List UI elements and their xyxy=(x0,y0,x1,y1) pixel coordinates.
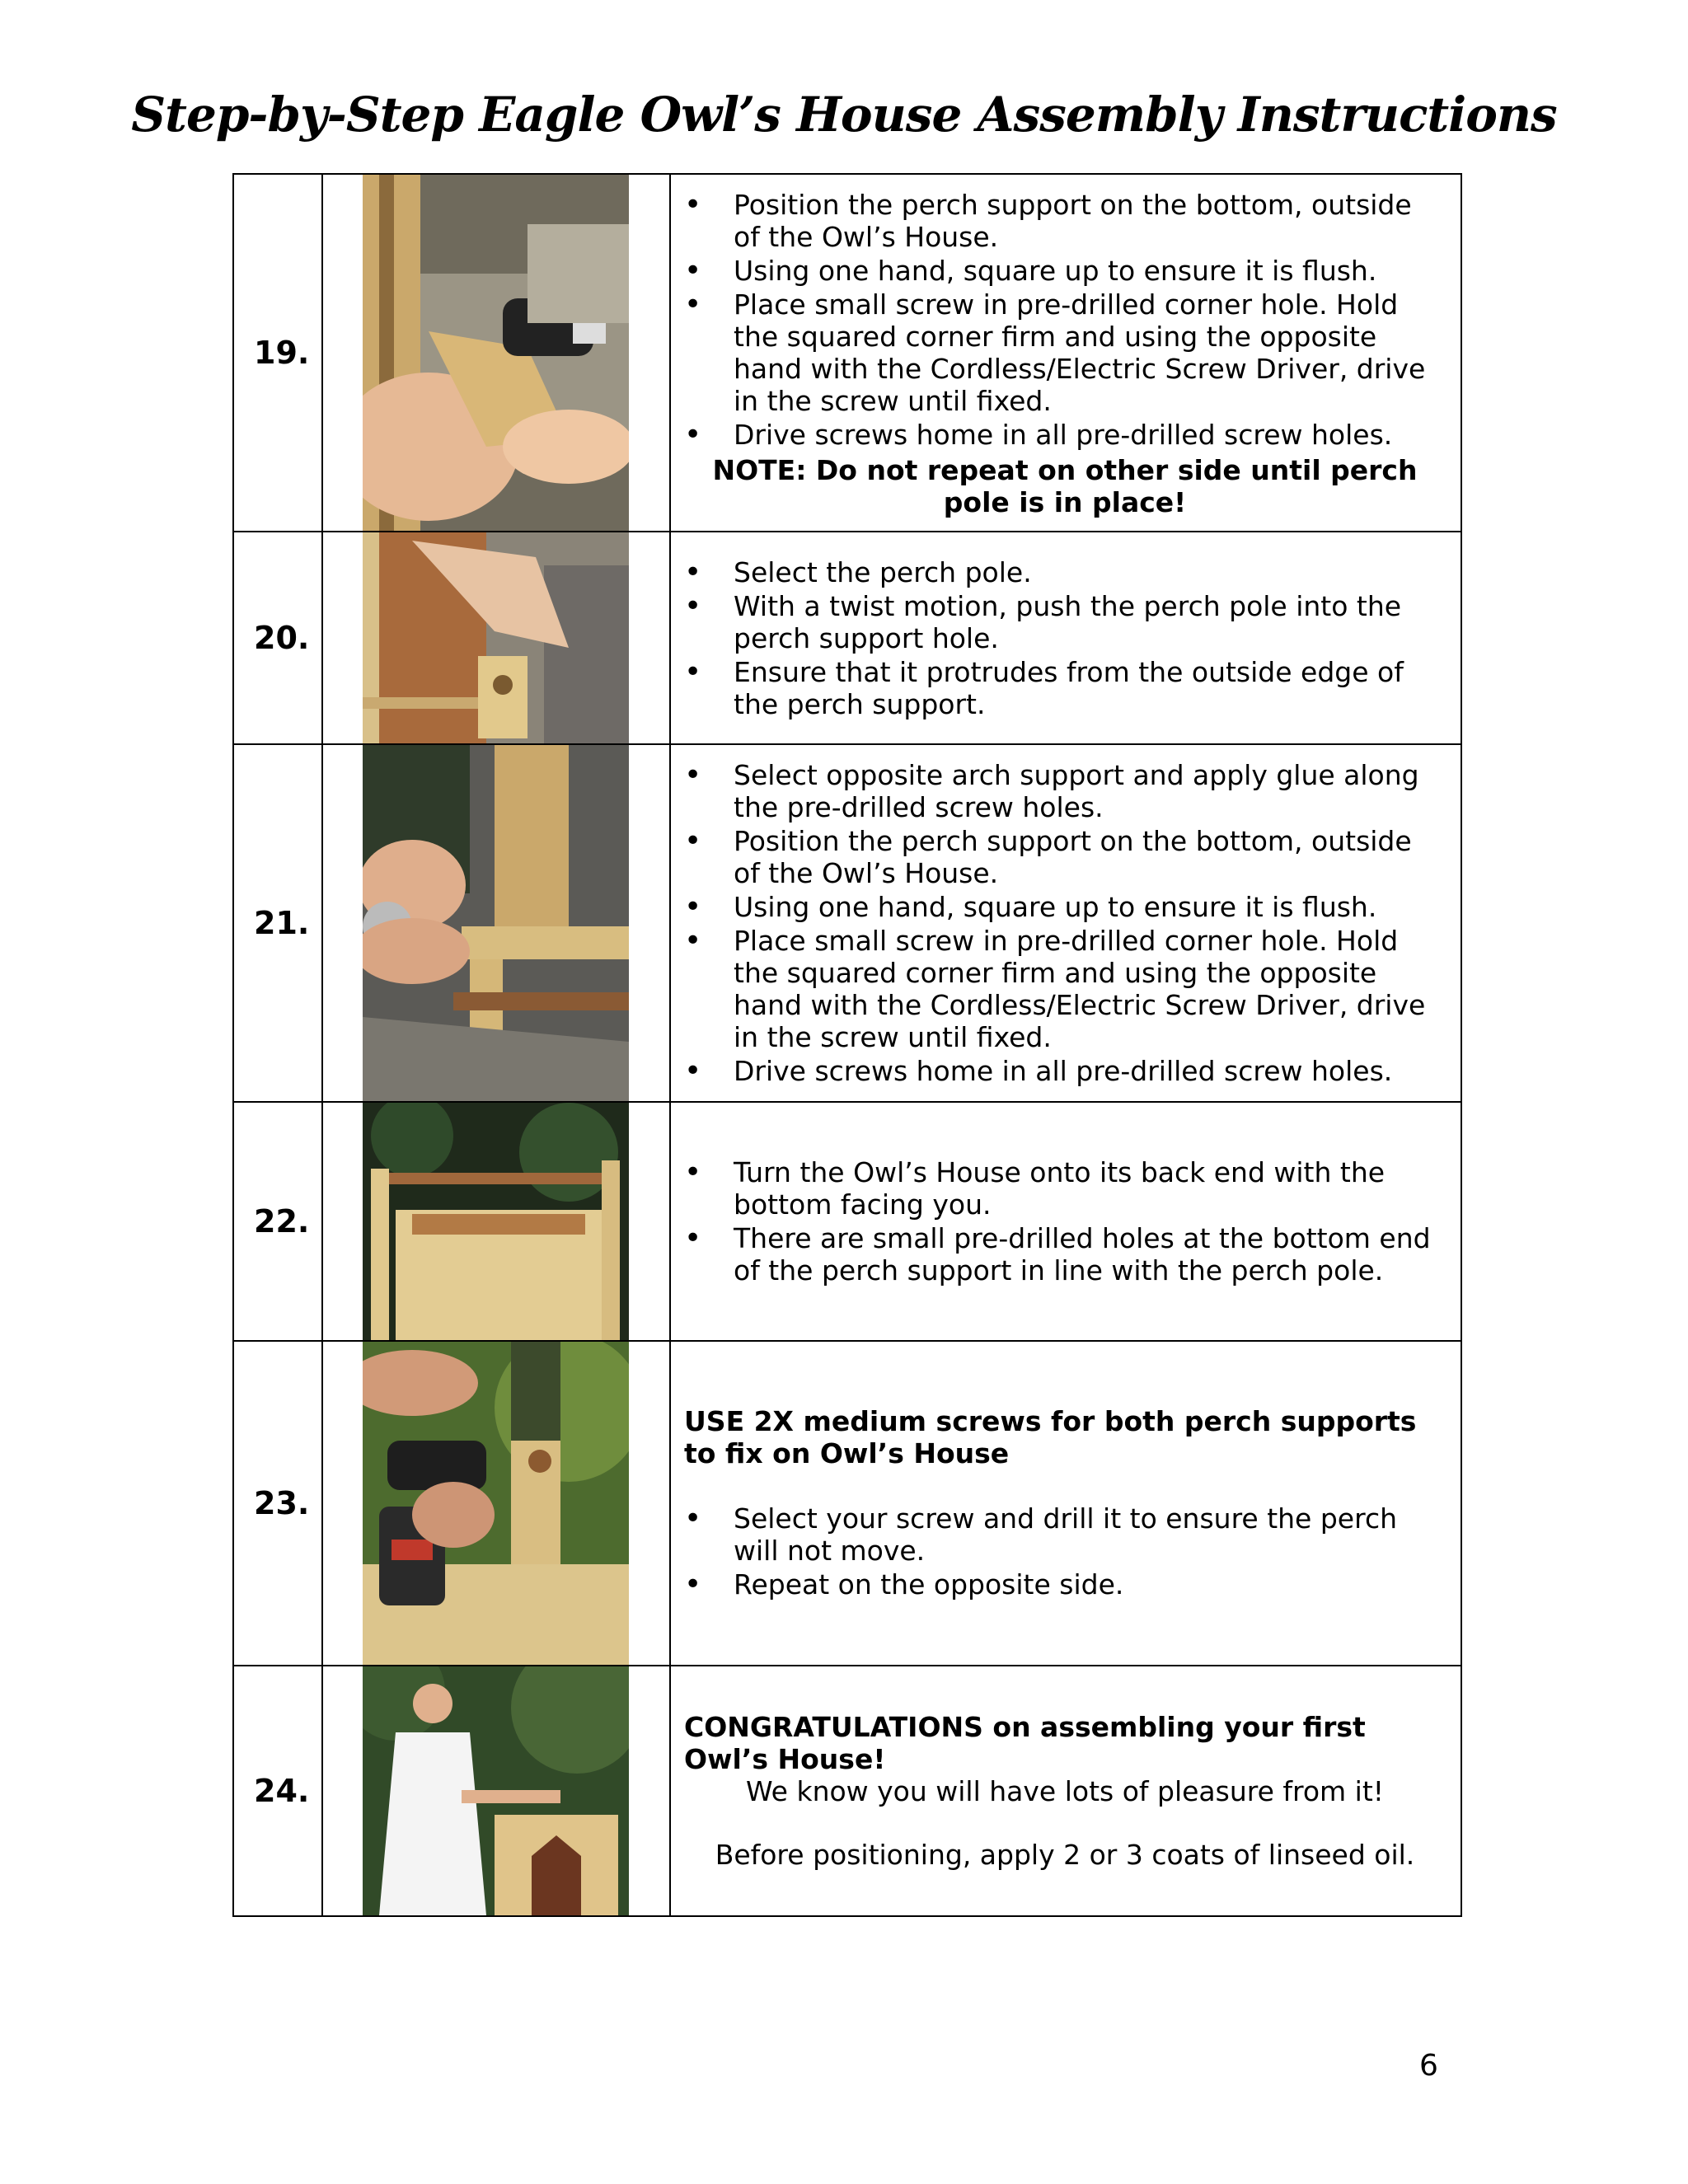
step-23-bullets xyxy=(684,1502,1446,1601)
list-item: • Select opposite arch support and apply glue along the pre-drilled screw holes. xyxy=(684,759,1446,823)
step-22-bullets xyxy=(684,1156,1446,1286)
step-24-pleasure: We know you will have lots of pleasure from it! xyxy=(745,1775,1385,1807)
step-24-oil: Before positioning, apply 2 or 3 coats of linseed oil. xyxy=(715,1839,1415,1871)
step-20-bullets xyxy=(684,556,1446,720)
step-23-heading-line-1: USE 2X medium screws for both perch supports xyxy=(684,1404,1417,1437)
list-item: • There are small pre-drilled holes at the bottom end of the perch support in line with the perch pole. xyxy=(684,1222,1446,1286)
step-19-note: NOTE: Do not repeat on other side until perch pole is in place! xyxy=(712,454,1418,518)
step-number: 22. xyxy=(233,1102,322,1341)
step-20-photo xyxy=(363,532,629,743)
page-number: 6 xyxy=(1419,2049,1438,2083)
list-item: • Repeat on the opposite side. xyxy=(684,1568,1446,1601)
list-item: • Select your screw and drill it to ensure the perch will not move. xyxy=(684,1502,1446,1567)
step-number: 19. xyxy=(233,174,322,532)
list-item: • Drive screws home in all pre-drilled screw holes. xyxy=(684,1055,1446,1087)
list-item: • With a twist motion, push the perch pole into the perch support hole. xyxy=(684,590,1446,654)
list-item: • Ensure that it protrudes from the outside edge of the perch support. xyxy=(684,656,1446,720)
instructions-table xyxy=(232,173,1462,1917)
step-row-22 xyxy=(233,1102,1461,1341)
list-item: • Position the perch support on the bottom, outside of the Owl’s House. xyxy=(684,825,1446,889)
step-row-24 xyxy=(233,1666,1461,1916)
list-item: • Place small screw in pre-drilled corner hole. Hold the squared corner firm and using the opposite hand with the Cordless/Electric Screw Driver, drive in the screw until fixed. xyxy=(684,925,1446,1053)
page-title: Step-by-Step Eagle Owl’s House Assembly Instructions xyxy=(131,87,1557,143)
step-19-photo xyxy=(363,175,629,531)
step-23-photo xyxy=(363,1342,629,1665)
step-22-photo xyxy=(363,1103,629,1340)
list-item: • Using one hand, square up to ensure it is flush. xyxy=(684,891,1446,923)
list-item: • Select the perch pole. xyxy=(684,556,1446,588)
step-row-23 xyxy=(233,1341,1461,1666)
step-row-19 xyxy=(233,174,1461,532)
step-row-21 xyxy=(233,744,1461,1102)
step-number: 21. xyxy=(233,744,322,1102)
step-row-20 xyxy=(233,532,1461,744)
step-number: 23. xyxy=(233,1341,322,1666)
list-item: • Place small screw in pre-drilled corner hole. Hold the squared corner firm and using the opposite hand with the Cordless/Electric Screw Driver, drive in the screw until fixed. xyxy=(684,288,1446,417)
step-number: 20. xyxy=(233,532,322,744)
step-24-congratulations: CONGRATULATIONS on assembling your first Owl’s House! xyxy=(684,1711,1366,1775)
step-number: 24. xyxy=(233,1666,322,1916)
step-19-bullets xyxy=(684,189,1446,451)
step-21-bullets xyxy=(684,759,1446,1087)
step-21-photo xyxy=(363,745,629,1101)
list-item: • Drive screws home in all pre-drilled screw holes. xyxy=(684,419,1446,451)
step-23-heading-line-2: to fix on Owl’s House xyxy=(684,1436,1010,1469)
list-item: • Turn the Owl’s House onto its back end with the bottom facing you. xyxy=(684,1156,1446,1221)
list-item: • Using one hand, square up to ensure it is flush. xyxy=(684,255,1446,287)
step-24-photo xyxy=(363,1666,629,1915)
list-item: • Position the perch support on the bottom, outside of the Owl’s House. xyxy=(684,189,1446,253)
